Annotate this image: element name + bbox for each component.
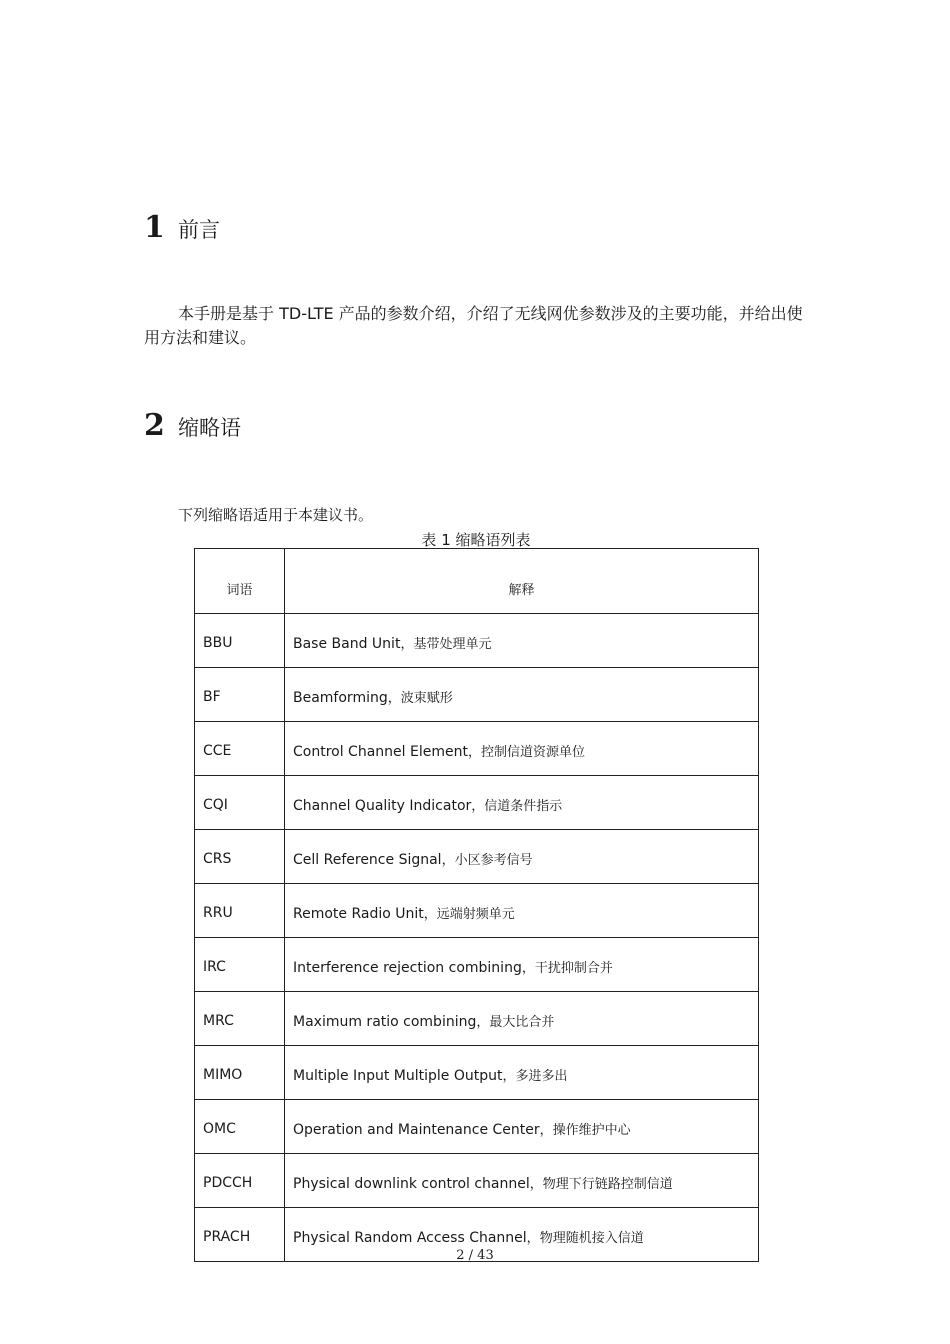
abbreviation-description <box>285 614 759 668</box>
description-chinese: 物理随机接入信道 <box>539 1231 644 1246</box>
abbreviation-description <box>285 668 759 722</box>
table-row <box>195 722 759 776</box>
abbreviation-description <box>285 1100 759 1154</box>
table-row <box>195 1154 759 1208</box>
abbreviation-intro: 下列缩略语适用于本建议书。 <box>178 506 374 524</box>
description-english: Physical Random Access Channel <box>293 1230 527 1246</box>
description-english: Control Channel Element <box>293 744 468 760</box>
abbreviation-description <box>285 776 759 830</box>
abbreviation-description <box>285 830 759 884</box>
abbreviation-description <box>285 884 759 938</box>
description-english: Multiple Input Multiple Output <box>293 1068 503 1084</box>
description-chinese: 基带处理单元 <box>413 637 492 652</box>
table-body <box>195 614 759 1262</box>
description-separator: ， <box>476 1015 490 1030</box>
description-chinese: 物理下行链路控制信道 <box>542 1177 673 1192</box>
description-chinese: 波束赋形 <box>400 691 453 706</box>
description-chinese: 远端射频单元 <box>436 907 515 922</box>
section-heading-preface <box>144 210 220 245</box>
description-chinese: 信道条件指示 <box>484 799 563 814</box>
description-chinese: 操作维护中心 <box>552 1123 631 1138</box>
description-english: Remote Radio Unit <box>293 906 424 922</box>
abbreviation-term: BF <box>195 668 285 722</box>
table-row <box>195 884 759 938</box>
intro-product: TD-LTE <box>279 304 334 323</box>
description-english: Base Band Unit <box>293 636 401 652</box>
table-caption <box>194 529 758 550</box>
abbreviation-term: CRS <box>195 830 285 884</box>
abbreviation-term: PRACH <box>195 1208 285 1262</box>
table-row <box>195 668 759 722</box>
description-separator: ， <box>529 1177 543 1192</box>
header-description: 解释 <box>285 549 759 614</box>
description-english: Interference rejection combining <box>293 960 522 976</box>
abbreviation-term: MIMO <box>195 1046 285 1100</box>
abbreviation-term: PDCCH <box>195 1154 285 1208</box>
intro-text-before: 本手册是基于 <box>178 304 275 323</box>
description-chinese: 最大比合并 <box>489 1015 555 1030</box>
description-english: Channel Quality Indicator <box>293 798 472 814</box>
description-separator: ， <box>526 1231 540 1246</box>
caption-prefix: 表 <box>421 531 437 549</box>
intro-text-after: 产品的参数介绍，介绍了无线网优参数涉及的主要功能，并给出使用方法和建议。 <box>144 304 803 347</box>
section-number: 2 <box>144 408 165 443</box>
table-row <box>195 938 759 992</box>
abbreviation-term: IRC <box>195 938 285 992</box>
description-separator: ， <box>400 637 414 652</box>
table-row <box>195 614 759 668</box>
table-row <box>195 1046 759 1100</box>
description-english: Beamforming <box>293 690 388 706</box>
table-row <box>195 992 759 1046</box>
abbreviation-term: BBU <box>195 614 285 668</box>
abbreviation-description <box>285 938 759 992</box>
abbreviation-description <box>285 1046 759 1100</box>
abbreviation-description <box>285 1154 759 1208</box>
description-chinese: 控制信道资源单位 <box>480 745 585 760</box>
abbreviation-description <box>285 722 759 776</box>
description-separator: ， <box>539 1123 553 1138</box>
description-separator: ， <box>502 1069 516 1084</box>
section-number: 1 <box>144 210 165 245</box>
table-header-row <box>195 549 759 614</box>
abbreviation-description <box>285 992 759 1046</box>
description-chinese: 小区参考信号 <box>454 853 533 868</box>
description-english: Physical downlink control channel <box>293 1176 530 1192</box>
abbreviation-term: CQI <box>195 776 285 830</box>
table-row <box>195 830 759 884</box>
description-separator: ， <box>467 745 481 760</box>
description-chinese: 干扰抑制合并 <box>534 961 613 976</box>
caption-title: 缩略语列表 <box>455 531 531 549</box>
header-term: 词语 <box>195 549 285 614</box>
abbreviation-table <box>194 548 759 1262</box>
description-separator: ， <box>471 799 485 814</box>
abbreviation-term: RRU <box>195 884 285 938</box>
table-row <box>195 776 759 830</box>
section-title: 前言 <box>178 218 220 242</box>
description-separator: ， <box>521 961 535 976</box>
caption-number: 1 <box>441 531 451 549</box>
description-separator: ， <box>387 691 401 706</box>
description-chinese: 多进多出 <box>515 1069 568 1084</box>
abbreviation-term: CCE <box>195 722 285 776</box>
description-separator: ， <box>423 907 437 922</box>
section-title: 缩略语 <box>178 416 241 440</box>
section-heading-abbreviations <box>144 408 241 443</box>
abbreviation-term: MRC <box>195 992 285 1046</box>
description-separator: ， <box>441 853 455 868</box>
description-english: Maximum ratio combining <box>293 1014 477 1030</box>
table-row <box>195 1100 759 1154</box>
intro-paragraph <box>144 302 816 350</box>
description-english: Operation and Maintenance Center <box>293 1122 540 1138</box>
page-number: 2 / 43 <box>456 1248 494 1263</box>
abbreviation-term: OMC <box>195 1100 285 1154</box>
description-english: Cell Reference Signal <box>293 852 442 868</box>
